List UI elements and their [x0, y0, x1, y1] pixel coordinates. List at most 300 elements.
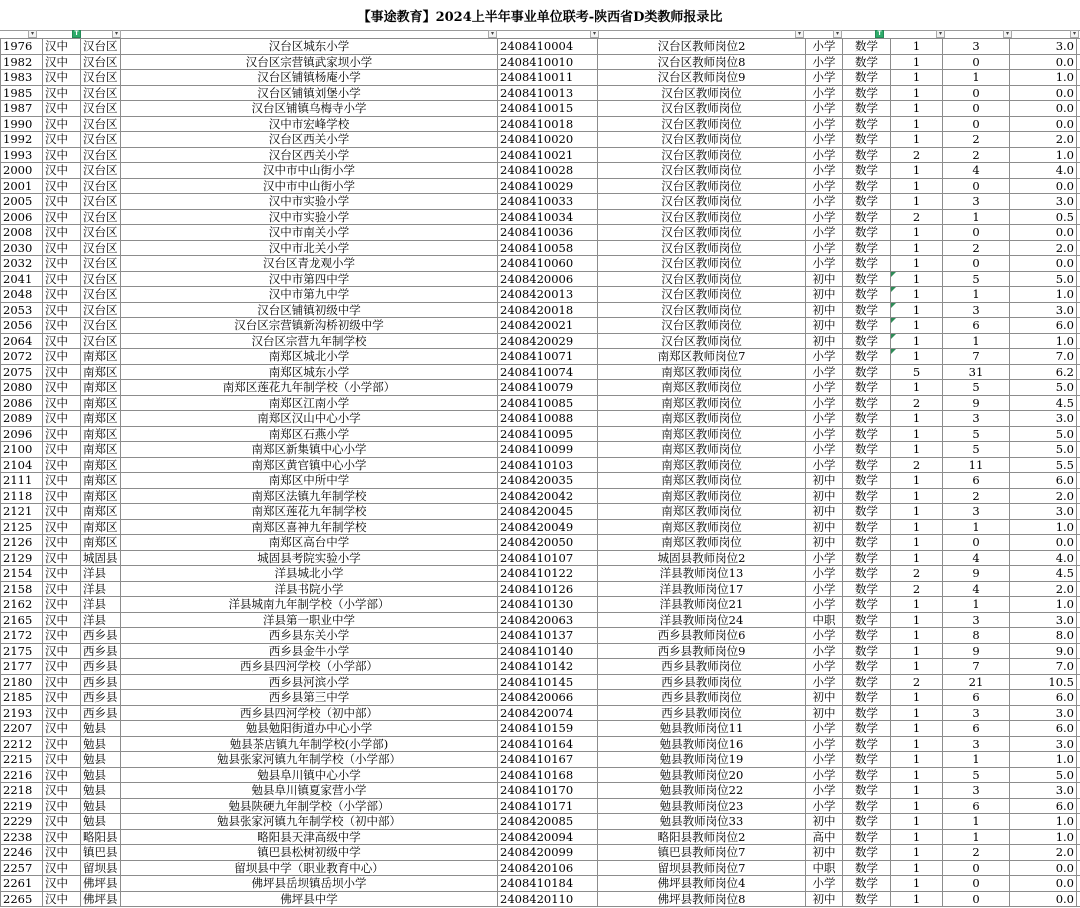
- cell-position-name[interactable]: 南郑区教师岗位: [598, 519, 806, 535]
- cell-ratio[interactable]: 0.0: [1010, 178, 1077, 194]
- cell-quota[interactable]: 2: [891, 395, 943, 411]
- cell-district[interactable]: 汉台区: [81, 163, 121, 179]
- cell-row-id[interactable]: 2000: [1, 163, 43, 179]
- cell-school[interactable]: 汉台区西关小学: [121, 147, 498, 163]
- cell-school[interactable]: 汉台区铺镇初级中学: [121, 302, 498, 318]
- cell-row-id[interactable]: 2165: [1, 612, 43, 628]
- cell-row-id[interactable]: 2006: [1, 209, 43, 225]
- cell-district[interactable]: 汉台区: [81, 240, 121, 256]
- cell-applicants[interactable]: 3: [943, 612, 1010, 628]
- cell-city[interactable]: 汉中: [43, 550, 81, 566]
- cell-quota[interactable]: 1: [891, 163, 943, 179]
- cell-subject[interactable]: 数学: [843, 194, 891, 210]
- cell-position-code[interactable]: 2408410164: [498, 736, 598, 752]
- cell-school[interactable]: 城固县考院实验小学: [121, 550, 498, 566]
- cell-level[interactable]: 小学: [806, 225, 843, 241]
- cell-empty[interactable]: [1077, 798, 1080, 814]
- cell-position-code[interactable]: 2408420074: [498, 705, 598, 721]
- cell-district[interactable]: 汉台区: [81, 287, 121, 303]
- cell-row-id[interactable]: 2216: [1, 767, 43, 783]
- cell-position-code[interactable]: 2408420013: [498, 287, 598, 303]
- cell-applicants[interactable]: 0: [943, 876, 1010, 892]
- cell-position-name[interactable]: 勉县教师岗位22: [598, 783, 806, 799]
- cell-applicants[interactable]: 0: [943, 860, 1010, 876]
- cell-ratio[interactable]: 0.0: [1010, 535, 1077, 551]
- cell-position-code[interactable]: 2408420006: [498, 271, 598, 287]
- cell-subject[interactable]: 数学: [843, 519, 891, 535]
- cell-ratio[interactable]: 0.0: [1010, 256, 1077, 272]
- cell-level[interactable]: 小学: [806, 736, 843, 752]
- cell-quota[interactable]: 1: [891, 845, 943, 861]
- cell-school[interactable]: 南郑区汉山中心小学: [121, 411, 498, 427]
- cell-level[interactable]: 初中: [806, 845, 843, 861]
- cell-quota[interactable]: 1: [891, 411, 943, 427]
- cell-subject[interactable]: 数学: [843, 209, 891, 225]
- cell-ratio[interactable]: 4.5: [1010, 566, 1077, 582]
- cell-quota[interactable]: 1: [891, 101, 943, 117]
- cell-empty[interactable]: [1077, 705, 1080, 721]
- cell-ratio[interactable]: 9.0: [1010, 643, 1077, 659]
- filter-button-b[interactable]: T: [72, 30, 81, 38]
- cell-position-code[interactable]: 2408420050: [498, 535, 598, 551]
- cell-city[interactable]: 汉中: [43, 333, 81, 349]
- cell-district[interactable]: 汉台区: [81, 147, 121, 163]
- cell-ratio[interactable]: 3.0: [1010, 411, 1077, 427]
- cell-position-name[interactable]: 南郑区教师岗位: [598, 364, 806, 380]
- cell-ratio[interactable]: 3.0: [1010, 194, 1077, 210]
- cell-quota[interactable]: 1: [891, 349, 943, 365]
- cell-empty[interactable]: [1077, 147, 1080, 163]
- cell-subject[interactable]: 数学: [843, 473, 891, 489]
- cell-position-code[interactable]: 2408410021: [498, 147, 598, 163]
- cell-subject[interactable]: 数学: [843, 178, 891, 194]
- cell-quota[interactable]: 1: [891, 783, 943, 799]
- cell-applicants[interactable]: 7: [943, 659, 1010, 675]
- cell-empty[interactable]: [1077, 814, 1080, 830]
- cell-subject[interactable]: 数学: [843, 829, 891, 845]
- cell-applicants[interactable]: 5: [943, 442, 1010, 458]
- cell-school[interactable]: 留坝县中学（职业教育中心）: [121, 860, 498, 876]
- cell-city[interactable]: 汉中: [43, 845, 81, 861]
- cell-city[interactable]: 汉中: [43, 318, 81, 334]
- cell-quota[interactable]: 5: [891, 364, 943, 380]
- cell-city[interactable]: 汉中: [43, 597, 81, 613]
- cell-city[interactable]: 汉中: [43, 209, 81, 225]
- cell-position-code[interactable]: 2408410011: [498, 70, 598, 86]
- cell-position-code[interactable]: 2408410145: [498, 674, 598, 690]
- cell-empty[interactable]: [1077, 333, 1080, 349]
- cell-empty[interactable]: [1077, 349, 1080, 365]
- cell-position-code[interactable]: 2408410074: [498, 364, 598, 380]
- cell-empty[interactable]: [1077, 612, 1080, 628]
- cell-row-id[interactable]: 2215: [1, 752, 43, 768]
- cell-applicants[interactable]: 1: [943, 814, 1010, 830]
- cell-position-name[interactable]: 汉台区教师岗位: [598, 333, 806, 349]
- cell-quota[interactable]: 1: [891, 442, 943, 458]
- cell-quota[interactable]: 1: [891, 132, 943, 148]
- cell-empty[interactable]: [1077, 783, 1080, 799]
- cell-row-id[interactable]: 1990: [1, 116, 43, 132]
- cell-position-code[interactable]: 2408410184: [498, 876, 598, 892]
- cell-position-name[interactable]: 汉台区教师岗位: [598, 178, 806, 194]
- cell-row-id[interactable]: 2096: [1, 426, 43, 442]
- cell-district[interactable]: 南郑区: [81, 504, 121, 520]
- cell-level[interactable]: 初中: [806, 271, 843, 287]
- cell-subject[interactable]: 数学: [843, 674, 891, 690]
- cell-position-name[interactable]: 勉县教师岗位19: [598, 752, 806, 768]
- cell-ratio[interactable]: 6.2: [1010, 364, 1077, 380]
- cell-quota[interactable]: 1: [891, 829, 943, 845]
- cell-position-name[interactable]: 汉台区教师岗位: [598, 318, 806, 334]
- cell-city[interactable]: 汉中: [43, 814, 81, 830]
- cell-empty[interactable]: [1077, 535, 1080, 551]
- cell-school[interactable]: 南郑区石燕小学: [121, 426, 498, 442]
- cell-subject[interactable]: 数学: [843, 581, 891, 597]
- cell-empty[interactable]: [1077, 767, 1080, 783]
- cell-subject[interactable]: 数学: [843, 101, 891, 117]
- cell-subject[interactable]: 数学: [843, 891, 891, 907]
- cell-city[interactable]: 汉中: [43, 736, 81, 752]
- cell-city[interactable]: 汉中: [43, 39, 81, 55]
- cell-applicants[interactable]: 1: [943, 287, 1010, 303]
- cell-position-code[interactable]: 2408410033: [498, 194, 598, 210]
- cell-quota[interactable]: 1: [891, 767, 943, 783]
- cell-city[interactable]: 汉中: [43, 163, 81, 179]
- cell-row-id[interactable]: 2064: [1, 333, 43, 349]
- cell-applicants[interactable]: 4: [943, 581, 1010, 597]
- cell-school[interactable]: 洋县城南九年制学校（小学部）: [121, 597, 498, 613]
- cell-position-code[interactable]: 2408410122: [498, 566, 598, 582]
- cell-level[interactable]: 小学: [806, 395, 843, 411]
- cell-school[interactable]: 南郑区中所中学: [121, 473, 498, 489]
- cell-quota[interactable]: 1: [891, 535, 943, 551]
- cell-row-id[interactable]: 2129: [1, 550, 43, 566]
- cell-empty[interactable]: [1077, 659, 1080, 675]
- cell-city[interactable]: 汉中: [43, 225, 81, 241]
- cell-district[interactable]: 西乡县: [81, 659, 121, 675]
- cell-subject[interactable]: 数学: [843, 597, 891, 613]
- cell-level[interactable]: 初中: [806, 473, 843, 489]
- cell-district[interactable]: 略阳县: [81, 829, 121, 845]
- cell-applicants[interactable]: 9: [943, 566, 1010, 582]
- cell-quota[interactable]: 1: [891, 240, 943, 256]
- cell-quota[interactable]: 1: [891, 798, 943, 814]
- cell-applicants[interactable]: 1: [943, 829, 1010, 845]
- cell-applicants[interactable]: 8: [943, 628, 1010, 644]
- cell-ratio[interactable]: 1.0: [1010, 752, 1077, 768]
- cell-subject[interactable]: 数学: [843, 302, 891, 318]
- cell-ratio[interactable]: 0.5: [1010, 209, 1077, 225]
- cell-district[interactable]: 洋县: [81, 581, 121, 597]
- cell-level[interactable]: 初中: [806, 287, 843, 303]
- cell-level[interactable]: 小学: [806, 597, 843, 613]
- cell-quota[interactable]: 1: [891, 612, 943, 628]
- cell-school[interactable]: 南郑区莲花九年制学校: [121, 504, 498, 520]
- cell-city[interactable]: 汉中: [43, 85, 81, 101]
- cell-applicants[interactable]: 0: [943, 116, 1010, 132]
- cell-level[interactable]: 小学: [806, 132, 843, 148]
- cell-school[interactable]: 勉县张家河镇九年制学校（初中部）: [121, 814, 498, 830]
- cell-ratio[interactable]: 0.0: [1010, 85, 1077, 101]
- cell-school[interactable]: 南郑区喜神九年制学校: [121, 519, 498, 535]
- cell-empty[interactable]: [1077, 721, 1080, 737]
- cell-ratio[interactable]: 2.0: [1010, 488, 1077, 504]
- cell-empty[interactable]: [1077, 395, 1080, 411]
- cell-school[interactable]: 勉县阜川镇中心小学: [121, 767, 498, 783]
- cell-position-name[interactable]: 汉台区教师岗位8: [598, 54, 806, 70]
- cell-city[interactable]: 汉中: [43, 519, 81, 535]
- cell-district[interactable]: 勉县: [81, 767, 121, 783]
- cell-empty[interactable]: [1077, 411, 1080, 427]
- cell-subject[interactable]: 数学: [843, 411, 891, 427]
- cell-district[interactable]: 镇巴县: [81, 845, 121, 861]
- cell-position-code[interactable]: 2408410159: [498, 721, 598, 737]
- cell-applicants[interactable]: 6: [943, 798, 1010, 814]
- cell-subject[interactable]: 数学: [843, 318, 891, 334]
- cell-subject[interactable]: 数学: [843, 132, 891, 148]
- cell-school[interactable]: 南郑区城东小学: [121, 364, 498, 380]
- cell-position-code[interactable]: 2408420110: [498, 891, 598, 907]
- cell-district[interactable]: 南郑区: [81, 349, 121, 365]
- cell-subject[interactable]: 数学: [843, 488, 891, 504]
- cell-city[interactable]: 汉中: [43, 767, 81, 783]
- cell-subject[interactable]: 数学: [843, 612, 891, 628]
- cell-city[interactable]: 汉中: [43, 721, 81, 737]
- cell-empty[interactable]: [1077, 163, 1080, 179]
- cell-level[interactable]: 小学: [806, 116, 843, 132]
- cell-position-name[interactable]: 汉台区教师岗位: [598, 240, 806, 256]
- cell-subject[interactable]: 数学: [843, 721, 891, 737]
- cell-level[interactable]: 初中: [806, 504, 843, 520]
- filter-button-a[interactable]: ▾: [28, 30, 37, 38]
- cell-city[interactable]: 汉中: [43, 581, 81, 597]
- cell-city[interactable]: 汉中: [43, 891, 81, 907]
- cell-empty[interactable]: [1077, 519, 1080, 535]
- cell-subject[interactable]: 数学: [843, 457, 891, 473]
- cell-row-id[interactable]: 1987: [1, 101, 43, 117]
- cell-position-name[interactable]: 西乡县教师岗位: [598, 674, 806, 690]
- cell-position-code[interactable]: 2408410013: [498, 85, 598, 101]
- cell-school[interactable]: 汉台区宗营镇新沟桥初级中学: [121, 318, 498, 334]
- cell-city[interactable]: 汉中: [43, 876, 81, 892]
- cell-level[interactable]: 小学: [806, 380, 843, 396]
- cell-school[interactable]: 佛坪县中学: [121, 891, 498, 907]
- cell-city[interactable]: 汉中: [43, 132, 81, 148]
- cell-position-name[interactable]: 汉台区教师岗位: [598, 271, 806, 287]
- cell-quota[interactable]: 1: [891, 426, 943, 442]
- cell-school[interactable]: 西乡县河滨小学: [121, 674, 498, 690]
- cell-applicants[interactable]: 2: [943, 147, 1010, 163]
- cell-empty[interactable]: [1077, 488, 1080, 504]
- cell-position-code[interactable]: 2408410004: [498, 39, 598, 55]
- cell-subject[interactable]: 数学: [843, 783, 891, 799]
- cell-row-id[interactable]: 2219: [1, 798, 43, 814]
- filter-button-e[interactable]: ▾: [590, 30, 599, 38]
- cell-position-name[interactable]: 汉台区教师岗位: [598, 85, 806, 101]
- cell-position-code[interactable]: 2408420042: [498, 488, 598, 504]
- cell-subject[interactable]: 数学: [843, 287, 891, 303]
- cell-level[interactable]: 小学: [806, 70, 843, 86]
- cell-applicants[interactable]: 3: [943, 302, 1010, 318]
- cell-ratio[interactable]: 2.0: [1010, 581, 1077, 597]
- cell-position-code[interactable]: 2408410015: [498, 101, 598, 117]
- cell-position-code[interactable]: 2408410085: [498, 395, 598, 411]
- cell-ratio[interactable]: 3.0: [1010, 504, 1077, 520]
- cell-applicants[interactable]: 2: [943, 132, 1010, 148]
- cell-quota[interactable]: 1: [891, 85, 943, 101]
- cell-level[interactable]: 小学: [806, 147, 843, 163]
- cell-subject[interactable]: 数学: [843, 860, 891, 876]
- cell-subject[interactable]: 数学: [843, 550, 891, 566]
- cell-district[interactable]: 洋县: [81, 597, 121, 613]
- cell-position-name[interactable]: 勉县教师岗位20: [598, 767, 806, 783]
- cell-level[interactable]: 小学: [806, 240, 843, 256]
- cell-position-code[interactable]: 2408420049: [498, 519, 598, 535]
- cell-empty[interactable]: [1077, 860, 1080, 876]
- cell-quota[interactable]: 2: [891, 674, 943, 690]
- cell-empty[interactable]: [1077, 674, 1080, 690]
- cell-city[interactable]: 汉中: [43, 488, 81, 504]
- cell-position-name[interactable]: 汉台区教师岗位: [598, 225, 806, 241]
- cell-quota[interactable]: 1: [891, 70, 943, 86]
- cell-school[interactable]: 汉中市实验小学: [121, 194, 498, 210]
- cell-applicants[interactable]: 2: [943, 845, 1010, 861]
- cell-city[interactable]: 汉中: [43, 674, 81, 690]
- cell-position-code[interactable]: 2408420045: [498, 504, 598, 520]
- cell-empty[interactable]: [1077, 380, 1080, 396]
- cell-position-name[interactable]: 勉县教师岗位33: [598, 814, 806, 830]
- cell-quota[interactable]: 1: [891, 256, 943, 272]
- cell-level[interactable]: 小学: [806, 39, 843, 55]
- cell-level[interactable]: 小学: [806, 550, 843, 566]
- cell-position-name[interactable]: 勉县教师岗位11: [598, 721, 806, 737]
- cell-city[interactable]: 汉中: [43, 783, 81, 799]
- cell-district[interactable]: 汉台区: [81, 302, 121, 318]
- cell-position-name[interactable]: 南郑区教师岗位: [598, 411, 806, 427]
- cell-district[interactable]: 汉台区: [81, 318, 121, 334]
- cell-ratio[interactable]: 1.0: [1010, 333, 1077, 349]
- cell-school[interactable]: 洋县第一职业中学: [121, 612, 498, 628]
- cell-quota[interactable]: 1: [891, 550, 943, 566]
- filter-button-g[interactable]: ▾: [833, 30, 842, 38]
- cell-subject[interactable]: 数学: [843, 643, 891, 659]
- cell-district[interactable]: 南郑区: [81, 519, 121, 535]
- cell-city[interactable]: 汉中: [43, 302, 81, 318]
- cell-quota[interactable]: 1: [891, 271, 943, 287]
- cell-position-name[interactable]: 镇巴县教师岗位7: [598, 845, 806, 861]
- cell-position-name[interactable]: 南郑区教师岗位: [598, 504, 806, 520]
- cell-district[interactable]: 南郑区: [81, 488, 121, 504]
- cell-city[interactable]: 汉中: [43, 659, 81, 675]
- cell-position-name[interactable]: 南郑区教师岗位: [598, 442, 806, 458]
- cell-quota[interactable]: 2: [891, 457, 943, 473]
- cell-level[interactable]: 小学: [806, 643, 843, 659]
- cell-district[interactable]: 汉台区: [81, 333, 121, 349]
- cell-school[interactable]: 镇巴县松树初级中学: [121, 845, 498, 861]
- cell-position-code[interactable]: 2408420035: [498, 473, 598, 489]
- cell-position-code[interactable]: 2408410170: [498, 783, 598, 799]
- cell-empty[interactable]: [1077, 628, 1080, 644]
- cell-applicants[interactable]: 3: [943, 504, 1010, 520]
- cell-school[interactable]: 汉中市中山街小学: [121, 178, 498, 194]
- cell-empty[interactable]: [1077, 550, 1080, 566]
- cell-subject[interactable]: 数学: [843, 395, 891, 411]
- cell-empty[interactable]: [1077, 690, 1080, 706]
- cell-city[interactable]: 汉中: [43, 411, 81, 427]
- cell-empty[interactable]: [1077, 426, 1080, 442]
- cell-district[interactable]: 勉县: [81, 814, 121, 830]
- cell-applicants[interactable]: 1: [943, 209, 1010, 225]
- cell-level[interactable]: 初中: [806, 891, 843, 907]
- cell-subject[interactable]: 数学: [843, 798, 891, 814]
- cell-empty[interactable]: [1077, 116, 1080, 132]
- cell-empty[interactable]: [1077, 597, 1080, 613]
- cell-position-name[interactable]: 洋县教师岗位13: [598, 566, 806, 582]
- cell-empty[interactable]: [1077, 39, 1080, 55]
- cell-quota[interactable]: 1: [891, 225, 943, 241]
- cell-district[interactable]: 南郑区: [81, 426, 121, 442]
- cell-quota[interactable]: 2: [891, 566, 943, 582]
- cell-position-code[interactable]: 2408420029: [498, 333, 598, 349]
- cell-position-name[interactable]: 洋县教师岗位21: [598, 597, 806, 613]
- cell-district[interactable]: 西乡县: [81, 643, 121, 659]
- cell-school[interactable]: 西乡县四河学校（小学部）: [121, 659, 498, 675]
- cell-school[interactable]: 汉台区宗营九年制学校: [121, 333, 498, 349]
- cell-empty[interactable]: [1077, 566, 1080, 582]
- cell-ratio[interactable]: 6.0: [1010, 721, 1077, 737]
- cell-subject[interactable]: 数学: [843, 736, 891, 752]
- cell-subject[interactable]: 数学: [843, 116, 891, 132]
- cell-quota[interactable]: 1: [891, 178, 943, 194]
- cell-quota[interactable]: 1: [891, 39, 943, 55]
- cell-city[interactable]: 汉中: [43, 70, 81, 86]
- cell-quota[interactable]: 2: [891, 581, 943, 597]
- cell-quota[interactable]: 1: [891, 504, 943, 520]
- cell-position-code[interactable]: 2408410028: [498, 163, 598, 179]
- cell-row-id[interactable]: 2212: [1, 736, 43, 752]
- cell-row-id[interactable]: 2158: [1, 581, 43, 597]
- cell-ratio[interactable]: 5.0: [1010, 380, 1077, 396]
- cell-position-name[interactable]: 西乡县教师岗位: [598, 690, 806, 706]
- cell-position-name[interactable]: 汉台区教师岗位: [598, 147, 806, 163]
- cell-district[interactable]: 汉台区: [81, 85, 121, 101]
- cell-district[interactable]: 洋县: [81, 612, 121, 628]
- cell-row-id[interactable]: 2104: [1, 457, 43, 473]
- cell-quota[interactable]: 1: [891, 116, 943, 132]
- cell-school[interactable]: 西乡县金牛小学: [121, 643, 498, 659]
- cell-quota[interactable]: 1: [891, 597, 943, 613]
- cell-district[interactable]: 勉县: [81, 736, 121, 752]
- cell-ratio[interactable]: 6.0: [1010, 690, 1077, 706]
- cell-position-name[interactable]: 汉台区教师岗位9: [598, 70, 806, 86]
- cell-position-name[interactable]: 汉台区教师岗位: [598, 116, 806, 132]
- cell-position-code[interactable]: 2408410168: [498, 767, 598, 783]
- cell-school[interactable]: 汉台区铺镇杨庵小学: [121, 70, 498, 86]
- cell-position-code[interactable]: 2408410142: [498, 659, 598, 675]
- cell-subject[interactable]: 数学: [843, 225, 891, 241]
- cell-level[interactable]: 初中: [806, 488, 843, 504]
- cell-ratio[interactable]: 4.0: [1010, 550, 1077, 566]
- cell-quota[interactable]: 1: [891, 690, 943, 706]
- cell-city[interactable]: 汉中: [43, 829, 81, 845]
- cell-position-code[interactable]: 2408410171: [498, 798, 598, 814]
- cell-city[interactable]: 汉中: [43, 473, 81, 489]
- cell-school[interactable]: 勉县陕硬九年制学校（小学部）: [121, 798, 498, 814]
- cell-level[interactable]: 小学: [806, 442, 843, 458]
- cell-position-code[interactable]: 2408420099: [498, 845, 598, 861]
- cell-quota[interactable]: 1: [891, 752, 943, 768]
- cell-quota[interactable]: 1: [891, 659, 943, 675]
